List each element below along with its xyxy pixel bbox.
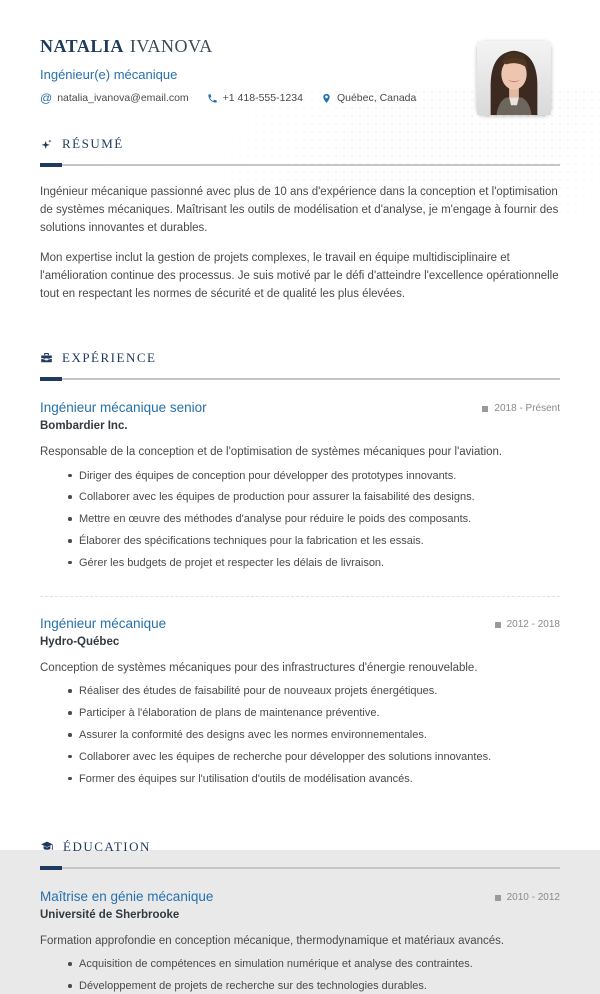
bullet-item: Diriger des équipes de conception pour développer des prototypes innovants. bbox=[68, 469, 560, 484]
resume-paragraph: Mon expertise inclut la gestion de projets complexes, le travail en équipe multidisciplinaire et l'amélioration continue des processus. Je suis motivé par le défi d'atteindre l'excellence opérationnelle tout en respectant les normes de sécurité et de qualité les plus élevées. bbox=[40, 252, 559, 301]
entry-head bbox=[40, 889, 560, 904]
entry-role: Ingénieur mécanique bbox=[40, 615, 167, 631]
bullet-item: Former des équipes sur l'utilisation d'outils de modélisation avancés. bbox=[68, 772, 560, 787]
bullet-item: Élaborer des spécifications techniques pour la fabrication et les essais. bbox=[68, 534, 560, 549]
email-text: natalia_ivanova@email.com bbox=[57, 92, 189, 104]
contact-row bbox=[40, 92, 560, 104]
entry-company: Hydro-Québec bbox=[40, 635, 120, 648]
entry-company: Bombardier Inc. bbox=[40, 419, 128, 432]
contact-email bbox=[40, 92, 189, 104]
bullet-item: Gérer les budgets de projet et respecter les délais de livraison. bbox=[68, 556, 560, 571]
entry-head bbox=[40, 400, 560, 415]
entry-summary: Formation approfondie en conception mécanique, thermodynamique et matériaux avancés. bbox=[40, 934, 505, 947]
education-entry bbox=[40, 889, 560, 994]
entry-dates bbox=[482, 403, 560, 414]
phone-text: +1 418-555-1234 bbox=[222, 92, 303, 104]
section-resume bbox=[40, 136, 560, 304]
first-name: NATALIA bbox=[40, 36, 124, 56]
entry-bullet-list bbox=[40, 684, 560, 786]
bullet-item: Réaliser des études de faisabilité pour de nouveaux projets énergétiques. bbox=[68, 684, 560, 699]
experience-heading bbox=[40, 350, 560, 366]
square-bullet-icon bbox=[482, 406, 488, 412]
resume-rule bbox=[40, 163, 560, 167]
contact-phone bbox=[207, 92, 303, 104]
entry-head bbox=[40, 616, 560, 631]
candidate-job-title: Ingénieur(e) mécanique bbox=[40, 67, 178, 82]
bullet-item: Collaborer avec les équipes de recherche pour développer des solutions innovantes. bbox=[68, 750, 560, 765]
resume-title: RÉSUMÉ bbox=[62, 136, 124, 151]
bullet-item: Participer à l'élaboration de plans de maintenance préventive. bbox=[68, 706, 560, 721]
entry-bullet-list bbox=[40, 469, 560, 571]
experience-title: EXPÉRIENCE bbox=[62, 349, 157, 365]
graduation-cap-icon bbox=[40, 840, 54, 853]
contact-location bbox=[321, 92, 416, 104]
section-education bbox=[40, 839, 560, 994]
sparkle-icon bbox=[40, 138, 53, 151]
entry-school: Université de Sherbrooke bbox=[40, 908, 180, 921]
entry-degree: Maîtrise en génie mécanique bbox=[40, 888, 214, 904]
bullet-item: Collaborer avec les équipes de production pour assurer la faisabilité des designs. bbox=[68, 490, 560, 505]
entry-divider bbox=[40, 596, 560, 597]
square-bullet-icon bbox=[495, 622, 501, 628]
last-name: IVANOVA bbox=[129, 36, 213, 56]
map-pin-icon bbox=[321, 93, 332, 104]
bullet-item: Assurer la conformité des designs avec les normes environnementales. bbox=[68, 728, 560, 743]
square-bullet-icon bbox=[495, 895, 501, 901]
briefcase-icon bbox=[40, 351, 53, 364]
location-text: Québec, Canada bbox=[336, 92, 417, 104]
entry-bullet-list bbox=[40, 957, 560, 994]
education-rule bbox=[40, 866, 560, 870]
entry-dates bbox=[495, 892, 560, 903]
at-icon: @ bbox=[40, 91, 53, 105]
entry-dates bbox=[495, 619, 560, 630]
bullet-item: Développement de projets de recherche sur des technologies durables. bbox=[68, 979, 560, 994]
dates-text: 2018 - Présent bbox=[494, 403, 560, 415]
dates-text: 2012 - 2018 bbox=[506, 619, 560, 631]
section-experience bbox=[40, 350, 560, 787]
entry-summary: Conception de systèmes mécaniques pour des infrastructures d'énergie renouvelable. bbox=[40, 661, 478, 674]
entry-role: Ingénieur mécanique senior bbox=[40, 399, 207, 415]
candidate-name bbox=[40, 36, 560, 57]
header bbox=[40, 36, 560, 104]
experience-rule bbox=[40, 377, 560, 381]
resume-heading bbox=[40, 136, 560, 152]
education-title: ÉDUCATION bbox=[63, 838, 151, 854]
bullet-item: Acquisition de compétences en simulation numérique et analyse des contraintes. bbox=[68, 957, 560, 972]
education-heading bbox=[40, 839, 560, 855]
entry-summary: Responsable de la conception et de l'optimisation de systèmes mécaniques pour l'aviation. bbox=[40, 445, 503, 458]
resume-paragraph: Ingénieur mécanique passionné avec plus de 10 ans d'expérience dans la conception et l'optimisation de systèmes mécaniques. Maîtrisant les outils de modélisation et d'analyse, je m'engage à fournir des solutions innovantes et durables. bbox=[40, 186, 559, 234]
phone-icon bbox=[207, 93, 218, 104]
bullet-item: Mettre en œuvre des méthodes d'analyse pour réduire le poids des composants. bbox=[68, 512, 560, 527]
experience-entry bbox=[40, 400, 560, 571]
dates-text: 2010 - 2012 bbox=[506, 892, 560, 904]
experience-entry bbox=[40, 616, 560, 787]
